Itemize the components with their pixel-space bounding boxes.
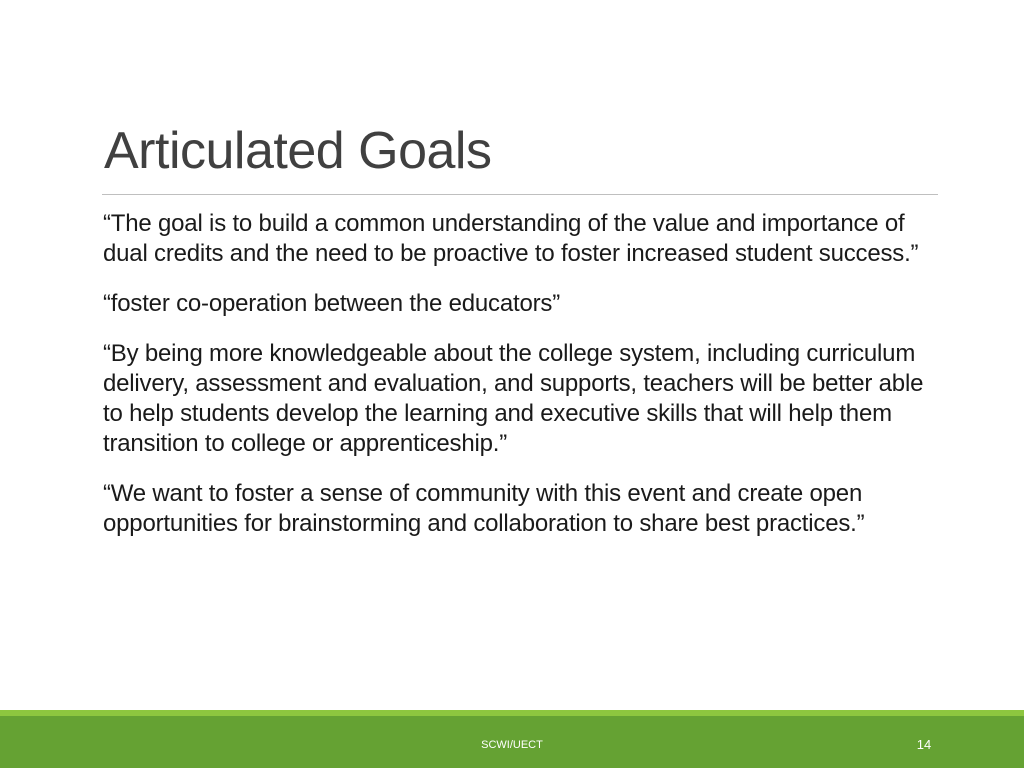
page-number: 14 — [916, 737, 932, 752]
quote-community: “We want to foster a sense of community with this event and create open opportunities for brainstorming and collaboration to share best practices.” — [103, 480, 865, 537]
quote-goal: “The goal is to build a common understanding of the value and importance of dual credits and the need to be proactive to foster increased student success.” — [103, 210, 919, 267]
footer-band — [0, 716, 1024, 768]
quote-cooperation: “foster co-operation between the educators” — [103, 290, 560, 317]
slide-body — [103, 209, 938, 559]
footer-label: SCWI/UECT — [481, 739, 543, 751]
slide-title: Articulated Goals — [104, 122, 492, 180]
quote-knowledge: “By being more knowledgeable about the college system, including curriculum delivery, assessment and evaluation, and supports, teachers will be better able to help students develop the learning and executive skills that will help them transition to college or apprenticeship.” — [103, 340, 924, 457]
title-divider — [102, 194, 938, 195]
